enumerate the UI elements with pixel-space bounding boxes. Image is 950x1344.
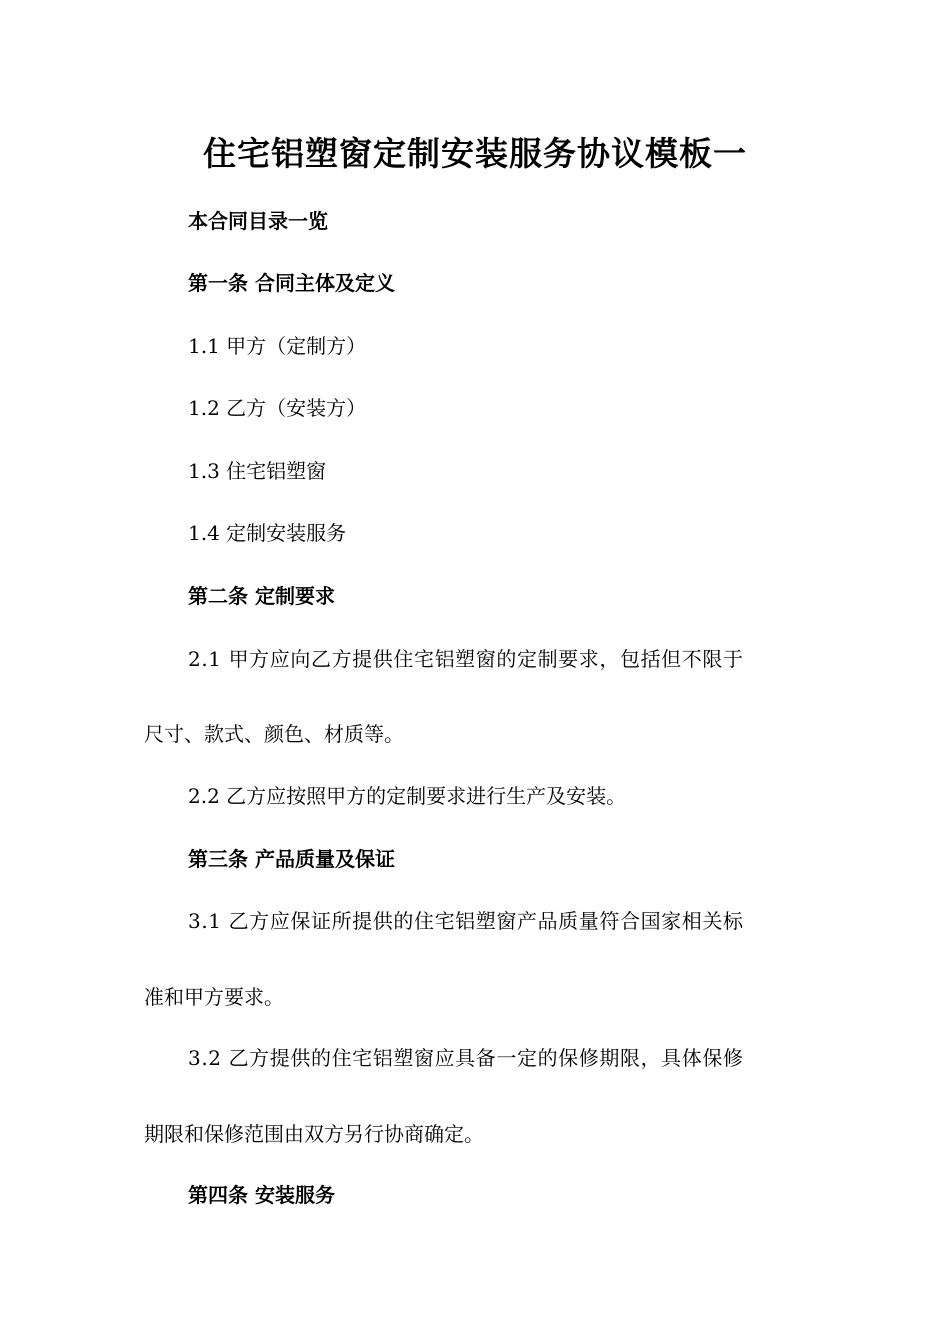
article-1-heading: 第一条 合同主体及定义 — [188, 271, 395, 295]
article-3-clause-1-line-2: 准和甲方要求。 — [144, 985, 284, 1009]
article-2-clause-2: 2.2 乙方应按照甲方的定制要求进行生产及安装。 — [188, 784, 627, 808]
article-3-clause-2-line-2: 期限和保修范围由双方另行协商确定。 — [144, 1122, 484, 1146]
article-1-item-3: 1.3 住宅铝塑窗 — [188, 459, 327, 483]
article-1-item-2: 1.2 乙方（安装方） — [188, 396, 367, 420]
document-title: 住宅铝塑窗定制安装服务协议模板一 — [203, 134, 747, 173]
toc-heading: 本合同目录一览 — [188, 209, 328, 233]
article-2-clause-1-line-2: 尺寸、款式、颜色、材质等。 — [144, 722, 404, 746]
article-1-item-4: 1.4 定制安装服务 — [188, 521, 347, 545]
article-3-heading: 第三条 产品质量及保证 — [188, 847, 395, 871]
article-1-item-1: 1.1 甲方（定制方） — [188, 334, 367, 358]
article-4-heading: 第四条 安装服务 — [188, 1183, 335, 1207]
article-2-heading: 第二条 定制要求 — [188, 584, 335, 608]
article-2-clause-1-line-1: 2.1 甲方应向乙方提供住宅铝塑窗的定制要求，包括但不限于 — [188, 647, 744, 671]
article-3-clause-2-line-1: 3.2 乙方提供的住宅铝塑窗应具备一定的保修期限，具体保修 — [188, 1046, 744, 1070]
article-3-clause-1-line-1: 3.1 乙方应保证所提供的住宅铝塑窗产品质量符合国家相关标 — [188, 909, 744, 933]
